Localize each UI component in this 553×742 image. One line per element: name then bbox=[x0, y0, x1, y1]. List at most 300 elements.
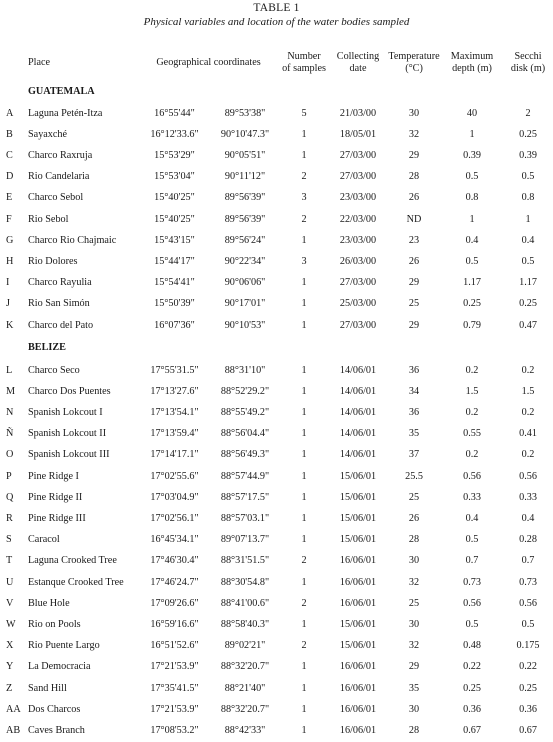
row-code: O bbox=[6, 449, 14, 461]
table-row bbox=[0, 509, 553, 530]
row-place: Rio Sebol bbox=[28, 213, 69, 225]
row-samples: 1 bbox=[301, 576, 307, 588]
row-date: 15/06/01 bbox=[339, 470, 377, 482]
row-depth: 0.73 bbox=[463, 576, 481, 588]
row-place: Sand Hill bbox=[28, 682, 67, 694]
row-latitude: 15°40'25" bbox=[154, 213, 195, 225]
row-depth: 0.48 bbox=[463, 640, 481, 652]
row-secchi: 0.2 bbox=[521, 364, 535, 376]
row-date: 27/03/00 bbox=[339, 150, 377, 162]
row-place: Blue Hole bbox=[28, 597, 70, 609]
row-temperature: 34 bbox=[408, 385, 420, 397]
row-latitude: 16°55'44" bbox=[154, 107, 195, 119]
row-latitude: 17°46'30.4" bbox=[150, 555, 199, 567]
table-row bbox=[0, 188, 553, 209]
row-longitude: 88°31'10" bbox=[224, 364, 266, 376]
row-temperature: 29 bbox=[408, 150, 420, 162]
row-place: Charco Rayulia bbox=[28, 277, 92, 289]
table-subtitle: Physical variables and location of the water bodies sampled bbox=[143, 16, 410, 28]
row-place: La Democracia bbox=[28, 661, 91, 673]
row-code: Z bbox=[6, 682, 13, 694]
table-row bbox=[0, 167, 553, 188]
row-date: 27/03/00 bbox=[339, 171, 377, 183]
row-code: F bbox=[6, 213, 12, 225]
row-secchi: 1.5 bbox=[521, 385, 535, 397]
row-date: 25/03/00 bbox=[339, 298, 377, 310]
table-title: TABLE 1 bbox=[253, 2, 300, 14]
row-secchi: 0.36 bbox=[519, 703, 537, 715]
row-temperature: 36 bbox=[408, 364, 420, 376]
row-latitude: 15°44'17" bbox=[154, 255, 195, 267]
row-temperature: 29 bbox=[408, 661, 420, 673]
row-code: J bbox=[6, 298, 10, 310]
row-longitude: 88°32'20.7" bbox=[220, 703, 270, 715]
row-place: Rio Dolores bbox=[28, 255, 78, 267]
table-row bbox=[0, 209, 553, 230]
row-temperature: 35 bbox=[408, 428, 420, 440]
row-temperature: 26 bbox=[408, 192, 420, 204]
header-secchi-line1: Secchi bbox=[514, 50, 542, 62]
row-code: E bbox=[6, 192, 13, 204]
row-code: K bbox=[6, 319, 14, 331]
row-date: 14/06/01 bbox=[339, 428, 377, 440]
table-row bbox=[0, 403, 553, 424]
row-longitude: 90°10'53" bbox=[224, 319, 266, 331]
row-place: Dos Charcos bbox=[28, 703, 81, 715]
table-row bbox=[0, 466, 553, 487]
row-secchi: 0.56 bbox=[519, 597, 537, 609]
row-depth: 0.56 bbox=[463, 470, 481, 482]
row-date: 27/03/00 bbox=[339, 277, 377, 289]
row-longitude: 88°55'49.2" bbox=[220, 407, 270, 419]
row-depth: 1.17 bbox=[463, 277, 481, 289]
row-samples: 2 bbox=[301, 640, 307, 652]
row-longitude: 90°22'34" bbox=[224, 255, 266, 267]
row-secchi: 0.22 bbox=[519, 661, 537, 673]
row-secchi: 1 bbox=[525, 213, 531, 225]
row-latitude: 15°54'41" bbox=[154, 277, 195, 289]
row-longitude: 88°56'04.4" bbox=[220, 428, 270, 440]
row-samples: 1 bbox=[301, 128, 307, 140]
row-longitude: 88°32'20.7" bbox=[220, 661, 270, 673]
row-depth: 0.56 bbox=[463, 597, 481, 609]
row-longitude: 89°56'24" bbox=[224, 234, 266, 246]
row-latitude: 17°09'26.6" bbox=[150, 597, 199, 609]
row-latitude: 17°13'54.1" bbox=[150, 407, 199, 419]
row-temperature: 35 bbox=[408, 682, 420, 694]
section-header-row bbox=[0, 82, 553, 103]
row-place: Caves Branch bbox=[28, 724, 85, 736]
row-secchi: 0.5 bbox=[521, 618, 535, 630]
section-heading: GUATEMALA bbox=[28, 86, 95, 98]
row-secchi: 2 bbox=[525, 107, 531, 119]
row-samples: 1 bbox=[301, 364, 307, 376]
row-latitude: 15°53'29" bbox=[154, 150, 195, 162]
row-longitude: 90°06'06" bbox=[224, 277, 266, 289]
header-code bbox=[0, 44, 28, 82]
row-temperature: 25 bbox=[408, 491, 420, 503]
header-samples-line2: of samples bbox=[282, 63, 326, 74]
row-secchi: 0.7 bbox=[521, 555, 535, 567]
row-code: Q bbox=[6, 491, 14, 503]
row-latitude: 17°03'04.9" bbox=[150, 491, 199, 503]
row-samples: 1 bbox=[301, 277, 307, 289]
row-longitude: 88°41'00.6" bbox=[220, 597, 270, 609]
row-latitude: 15°43'15" bbox=[154, 234, 195, 246]
row-longitude: 88°56'49.3" bbox=[220, 449, 270, 461]
row-date: 16/06/01 bbox=[339, 576, 377, 588]
header-row bbox=[0, 44, 553, 82]
row-longitude: 90°17'01" bbox=[224, 298, 266, 310]
row-date: 15/06/01 bbox=[339, 491, 377, 503]
row-temperature: 32 bbox=[408, 128, 420, 140]
row-temperature: 28 bbox=[408, 171, 420, 183]
row-code: X bbox=[6, 640, 14, 652]
row-secchi: 0.2 bbox=[521, 449, 535, 461]
table-row bbox=[0, 720, 553, 741]
row-latitude: 16°59'16.6" bbox=[150, 618, 199, 630]
row-depth: 0.5 bbox=[465, 618, 479, 630]
row-temperature: 28 bbox=[408, 724, 420, 736]
row-secchi: 0.4 bbox=[521, 234, 535, 246]
row-depth: 0.5 bbox=[465, 534, 479, 546]
row-latitude: 15°50'39" bbox=[154, 298, 195, 310]
row-depth: 0.25 bbox=[463, 682, 481, 694]
row-code: T bbox=[6, 555, 13, 567]
row-temperature: 25 bbox=[408, 298, 420, 310]
row-date: 14/06/01 bbox=[339, 449, 377, 461]
row-longitude: 90°05'51" bbox=[224, 150, 266, 162]
row-latitude: 15°40'25" bbox=[154, 192, 195, 204]
row-longitude: 88°31'51.5" bbox=[220, 555, 270, 567]
table-row bbox=[0, 593, 553, 614]
row-date: 14/06/01 bbox=[339, 364, 377, 376]
row-code: H bbox=[6, 255, 14, 267]
section-spacer bbox=[0, 82, 28, 103]
row-secchi: 0.73 bbox=[519, 576, 537, 588]
table-row bbox=[0, 103, 553, 124]
row-depth: 0.2 bbox=[465, 407, 479, 419]
row-samples: 2 bbox=[301, 597, 307, 609]
row-samples: 1 bbox=[301, 449, 307, 461]
row-latitude: 17°14'17.1" bbox=[150, 449, 199, 461]
table-row bbox=[0, 124, 553, 145]
row-date: 15/06/01 bbox=[339, 534, 377, 546]
row-depth: 0.7 bbox=[465, 555, 479, 567]
row-latitude: 15°53'04" bbox=[154, 171, 195, 183]
row-latitude: 17°55'31.5" bbox=[150, 364, 199, 376]
row-samples: 1 bbox=[301, 385, 307, 397]
row-temperature: 26 bbox=[408, 255, 420, 267]
row-place: Estanque Crooked Tree bbox=[28, 576, 124, 588]
table-row bbox=[0, 487, 553, 508]
row-temperature: 32 bbox=[408, 576, 420, 588]
header-coords: Geographical coordinates bbox=[156, 56, 261, 68]
row-place: Rio on Pools bbox=[28, 618, 81, 630]
row-depth: 1 bbox=[469, 128, 475, 140]
row-code: AA bbox=[6, 703, 21, 715]
row-date: 27/03/00 bbox=[339, 319, 377, 331]
row-secchi: 0.47 bbox=[519, 319, 537, 331]
row-longitude: 89°56'39" bbox=[224, 192, 266, 204]
header-depth bbox=[441, 44, 503, 82]
header-temp-line1: Temperature bbox=[388, 50, 440, 62]
row-longitude: 88°57'17.5" bbox=[220, 491, 270, 503]
row-date: 16/06/01 bbox=[339, 597, 377, 609]
row-samples: 1 bbox=[301, 491, 307, 503]
row-samples: 3 bbox=[301, 192, 307, 204]
row-code: R bbox=[6, 513, 13, 525]
row-date: 22/03/00 bbox=[339, 213, 377, 225]
row-secchi: 0.56 bbox=[519, 470, 537, 482]
row-depth: 0.79 bbox=[463, 319, 481, 331]
row-secchi: 0.39 bbox=[519, 150, 537, 162]
row-place: Spanish Lokcout II bbox=[28, 428, 107, 440]
row-secchi: 0.25 bbox=[519, 682, 537, 694]
row-latitude: 16°07'36" bbox=[154, 319, 195, 331]
row-latitude: 17°02'56.1" bbox=[150, 513, 199, 525]
row-samples: 1 bbox=[301, 150, 307, 162]
row-code: G bbox=[6, 234, 14, 246]
row-date: 16/06/01 bbox=[339, 703, 377, 715]
row-depth: 0.4 bbox=[465, 513, 479, 525]
row-place: Spanish Lokcout III bbox=[28, 449, 110, 461]
row-code: S bbox=[6, 534, 12, 546]
row-samples: 1 bbox=[301, 298, 307, 310]
row-place: Laguna Crooked Tree bbox=[28, 555, 117, 567]
table-row bbox=[0, 360, 553, 381]
row-temperature: 28 bbox=[408, 534, 420, 546]
header-date-line1: Collecting bbox=[336, 50, 380, 62]
row-depth: 0.22 bbox=[463, 661, 481, 673]
row-longitude: 89°02'21" bbox=[224, 640, 266, 652]
row-secchi: 0.28 bbox=[519, 534, 537, 546]
row-depth: 0.36 bbox=[463, 703, 481, 715]
row-latitude: 16°51'52.6" bbox=[150, 640, 199, 652]
table-row bbox=[0, 445, 553, 466]
table-row bbox=[0, 530, 553, 551]
header-date-line2: date bbox=[349, 63, 367, 74]
row-temperature: 23 bbox=[408, 234, 420, 246]
section-heading: BELIZE bbox=[28, 342, 66, 354]
row-place: Charco del Pato bbox=[28, 319, 94, 331]
row-temperature: 26 bbox=[408, 513, 420, 525]
row-place: Pine Ridge II bbox=[28, 491, 83, 503]
row-place: Spanish Lokcout I bbox=[28, 407, 103, 419]
row-code: I bbox=[6, 277, 10, 289]
section-header-row bbox=[0, 336, 553, 360]
row-date: 16/06/01 bbox=[339, 555, 377, 567]
header-secchi bbox=[503, 44, 553, 82]
table-row bbox=[0, 678, 553, 699]
header-depth-line2: depth (m) bbox=[452, 63, 492, 74]
row-samples: 1 bbox=[301, 513, 307, 525]
row-code: L bbox=[6, 364, 13, 376]
row-code: B bbox=[6, 128, 13, 140]
row-code: N bbox=[6, 407, 14, 419]
table-row bbox=[0, 252, 553, 273]
row-code: M bbox=[6, 385, 16, 397]
row-depth: 0.2 bbox=[465, 364, 479, 376]
row-samples: 1 bbox=[301, 234, 307, 246]
row-samples: 2 bbox=[301, 171, 307, 183]
table-row bbox=[0, 273, 553, 294]
row-samples: 3 bbox=[301, 255, 307, 267]
row-secchi: 0.4 bbox=[521, 513, 535, 525]
row-date: 15/06/01 bbox=[339, 618, 377, 630]
row-samples: 1 bbox=[301, 682, 307, 694]
row-place: Pine Ridge III bbox=[28, 513, 86, 525]
row-secchi: 0.8 bbox=[521, 192, 535, 204]
row-longitude: 88°21'40" bbox=[224, 682, 266, 694]
header-date bbox=[329, 44, 387, 82]
row-latitude: 17°13'59.4" bbox=[150, 428, 199, 440]
row-secchi: 1.17 bbox=[519, 277, 537, 289]
row-place: Rio Puente Largo bbox=[28, 640, 100, 652]
row-temperature: 32 bbox=[408, 640, 420, 652]
row-date: 15/06/01 bbox=[339, 640, 377, 652]
row-samples: 1 bbox=[301, 618, 307, 630]
header-place: Place bbox=[28, 56, 51, 68]
row-samples: 1 bbox=[301, 407, 307, 419]
row-temperature: 25 bbox=[408, 597, 420, 609]
header-temp-line2: (°C) bbox=[405, 63, 423, 74]
row-latitude: 17°46'24.7" bbox=[150, 576, 199, 588]
row-code: Y bbox=[6, 661, 14, 673]
row-depth: 0.33 bbox=[463, 491, 481, 503]
header-secchi-line2: disk (m) bbox=[510, 63, 546, 74]
row-date: 16/06/01 bbox=[339, 661, 377, 673]
row-code: Ñ bbox=[6, 428, 14, 440]
row-latitude: 17°08'53.2" bbox=[150, 724, 199, 736]
row-date: 18/05/01 bbox=[339, 128, 377, 140]
row-code: AB bbox=[6, 724, 21, 736]
row-date: 14/06/01 bbox=[339, 385, 377, 397]
row-date: 23/03/00 bbox=[339, 234, 377, 246]
table-row bbox=[0, 572, 553, 593]
table-row bbox=[0, 424, 553, 445]
row-latitude: 17°35'41.5" bbox=[150, 682, 199, 694]
row-date: 26/03/00 bbox=[339, 255, 377, 267]
section-spacer bbox=[0, 336, 28, 360]
row-temperature: 25.5 bbox=[405, 470, 423, 482]
row-place: Charco Sebol bbox=[28, 192, 84, 204]
row-samples: 1 bbox=[301, 428, 307, 440]
row-temperature: 30 bbox=[408, 107, 420, 119]
row-samples: 5 bbox=[301, 107, 307, 119]
row-place: Charco Rio Chajmaic bbox=[28, 234, 117, 246]
row-depth: 0.55 bbox=[463, 428, 481, 440]
row-longitude: 89°53'38" bbox=[224, 107, 266, 119]
header-samples bbox=[279, 44, 329, 82]
row-temperature: 30 bbox=[408, 618, 420, 630]
row-depth: 0.2 bbox=[465, 449, 479, 461]
row-temperature: 37 bbox=[408, 449, 420, 461]
row-samples: 1 bbox=[301, 661, 307, 673]
row-depth: 0.8 bbox=[465, 192, 479, 204]
row-place: Laguna Petén-Itza bbox=[28, 107, 103, 119]
row-samples: 1 bbox=[301, 319, 307, 331]
row-secchi: 0.25 bbox=[519, 128, 537, 140]
row-latitude: 16°45'34.1" bbox=[150, 534, 199, 546]
table-row bbox=[0, 294, 553, 315]
row-secchi: 0.41 bbox=[519, 428, 537, 440]
row-secchi: 0.2 bbox=[521, 407, 535, 419]
row-longitude: 88°30'54.8" bbox=[220, 576, 270, 588]
row-temperature: 30 bbox=[408, 555, 420, 567]
table-row bbox=[0, 146, 553, 167]
row-secchi: 0.5 bbox=[521, 171, 535, 183]
row-latitude: 17°02'55.6" bbox=[150, 470, 199, 482]
row-latitude: 16°12'33.6" bbox=[150, 128, 199, 140]
row-longitude: 89°56'39" bbox=[224, 213, 266, 225]
row-secchi: 0.33 bbox=[519, 491, 537, 503]
row-temperature: 30 bbox=[408, 703, 420, 715]
row-depth: 0.25 bbox=[463, 298, 481, 310]
row-secchi: 0.175 bbox=[516, 640, 540, 652]
header-depth-line1: Maximum bbox=[450, 50, 494, 62]
row-temperature: 29 bbox=[408, 277, 420, 289]
row-latitude: 17°21'53.9" bbox=[150, 703, 199, 715]
row-samples: 2 bbox=[301, 213, 307, 225]
table-row bbox=[0, 230, 553, 251]
row-place: Pine Ridge I bbox=[28, 470, 79, 482]
header-samples-line1: Number bbox=[287, 50, 321, 62]
row-date: 16/06/01 bbox=[339, 682, 377, 694]
row-longitude: 90°10'47.3" bbox=[220, 128, 270, 140]
row-date: 23/03/00 bbox=[339, 192, 377, 204]
row-place: Sayaxché bbox=[28, 128, 68, 140]
row-place: Charco Raxruja bbox=[28, 150, 93, 162]
row-samples: 1 bbox=[301, 534, 307, 546]
row-depth: 0.39 bbox=[463, 150, 481, 162]
row-date: 21/03/00 bbox=[339, 107, 377, 119]
row-temperature: 29 bbox=[408, 319, 420, 331]
row-secchi: 0.5 bbox=[521, 255, 535, 267]
row-date: 14/06/01 bbox=[339, 407, 377, 419]
table-row bbox=[0, 699, 553, 720]
row-longitude: 90°11'12" bbox=[224, 171, 266, 183]
row-depth: 0.5 bbox=[465, 171, 479, 183]
table-row bbox=[0, 315, 553, 336]
row-code: U bbox=[6, 576, 14, 588]
row-place: Charco Dos Puentes bbox=[28, 385, 111, 397]
header-temp bbox=[387, 44, 441, 82]
row-depth: 0.5 bbox=[465, 255, 479, 267]
row-longitude: 88°42'33" bbox=[224, 724, 266, 736]
row-temperature: ND bbox=[406, 213, 422, 225]
row-latitude: 17°13'27.6" bbox=[150, 385, 199, 397]
row-secchi: 0.25 bbox=[519, 298, 537, 310]
row-depth: 0.4 bbox=[465, 234, 479, 246]
row-latitude: 17°21'53.9" bbox=[150, 661, 199, 673]
row-place: Charco Seco bbox=[28, 364, 80, 376]
data-table bbox=[0, 44, 553, 742]
row-code: W bbox=[6, 618, 16, 630]
table-row bbox=[0, 551, 553, 572]
row-samples: 1 bbox=[301, 703, 307, 715]
table-row bbox=[0, 615, 553, 636]
row-date: 15/06/01 bbox=[339, 513, 377, 525]
row-samples: 2 bbox=[301, 555, 307, 567]
row-depth: 1 bbox=[469, 213, 475, 225]
row-longitude: 89°07'13.7" bbox=[220, 534, 270, 546]
row-place: Caracol bbox=[28, 534, 60, 546]
row-samples: 1 bbox=[301, 470, 307, 482]
row-longitude: 88°58'40.3" bbox=[220, 618, 270, 630]
row-code: V bbox=[6, 597, 14, 609]
row-secchi: 0.67 bbox=[519, 724, 537, 736]
